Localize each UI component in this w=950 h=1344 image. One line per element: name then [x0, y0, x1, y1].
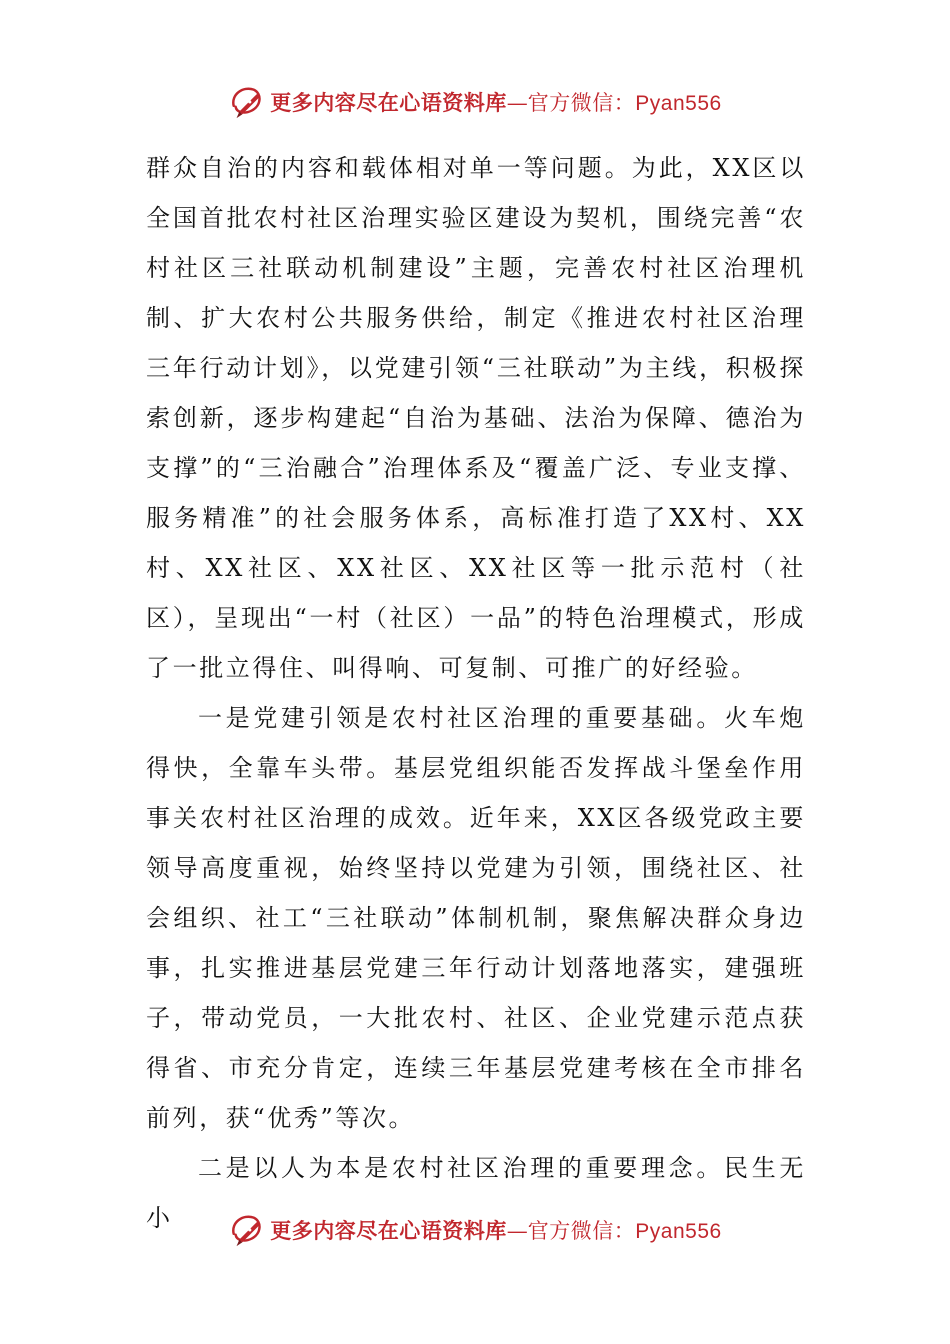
paragraph-intro-continued: 群众自治的内容和载体相对单一等问题。为此，XX区以全国首批农村社区治理实验区建设为契机，围绕完善“农村社区三社联动机制建设”主题，完善农村社区治理机制、扩大农村公共服务供给，制定《推进农村社区治理三年行动计划》，以党建引领“三社联动”为主线，积极探索创新，逐步构建起“自治为基础、法治为保障、德治为支撑”的“三治融合”治理体系及“覆盖广泛、专业支撑、服务精准”的社会服务体系，高标准打造了XX村、XX村、XX社区、XX社区、XX社区等一批示范村（社区），呈现出“一村（社区）一品”的特色治理模式，形成了一批立得住、叫得响、可复制、可推广的好经验。 — [146, 154, 806, 682]
paragraph-point-one: 一是党建引领是农村社区治理的重要基础。火车炮得快，全靠车头带。基层党组织能否发挥战斗堡垒作用事关农村社区治理的成效。近年来，XX区各级党政主要领导高度重视，始终坚持以党建为引领，围绕社区、社会组织、社工“三社联动”体制机制，聚焦解决群众身边事，扎实推进基层党建三年行动计划落地落实，建强班子，带动党员，一大批农村、社区、企业党建示范点获得省、市充分肯定，连续三年基层党建考核在全市排名前列，获“优秀”等次。 — [146, 704, 806, 1132]
banner-label: 官方微信： — [527, 1219, 636, 1243]
banner-label: 官方微信： — [527, 91, 636, 115]
pen-swirl-icon — [228, 1211, 266, 1249]
pen-swirl-icon — [228, 83, 266, 121]
banner-account: Pyan556 — [635, 92, 722, 115]
banner-text — [270, 1215, 721, 1245]
banner-text — [270, 87, 721, 117]
header-watermark-banner — [0, 80, 950, 124]
paragraph-point-two: 二是以人为本是农村社区治理的重要理念。民生无小 — [146, 1154, 806, 1232]
banner-dash: — — [506, 1219, 528, 1243]
footer-watermark-banner — [0, 1208, 950, 1252]
banner-account: Pyan556 — [635, 1220, 722, 1243]
banner-dash: — — [506, 91, 528, 115]
banner-brand-text: 更多内容尽在心语资料库 — [270, 1218, 507, 1243]
document-body — [146, 143, 806, 1243]
banner-brand-text: 更多内容尽在心语资料库 — [270, 90, 507, 115]
